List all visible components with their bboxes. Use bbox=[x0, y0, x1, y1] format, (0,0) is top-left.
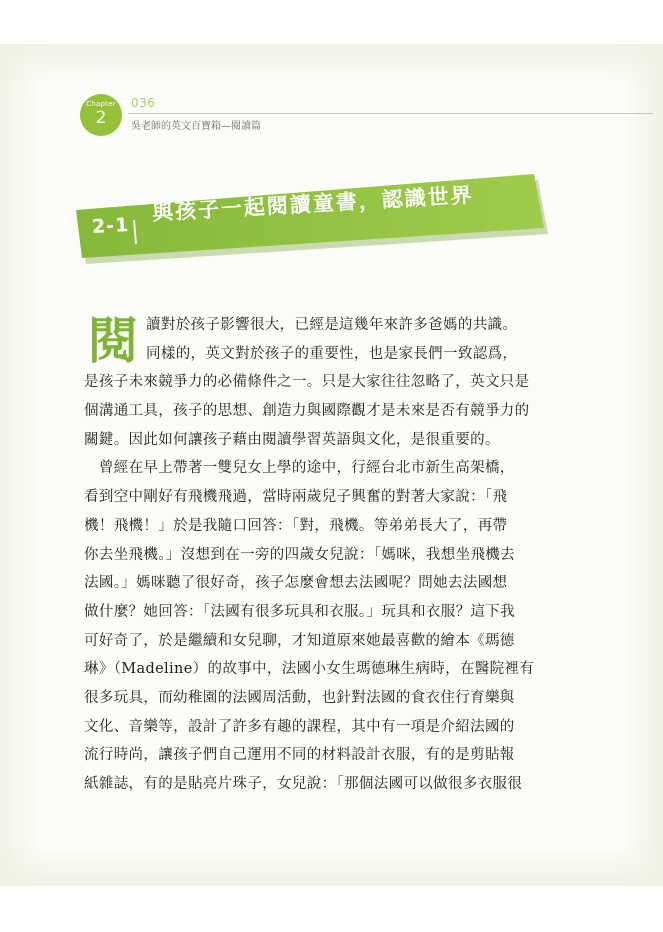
body-line: 可好奇了，於是繼續和女兒聊，才知道原來她最喜歡的繪本《瑪德 bbox=[84, 632, 515, 649]
chapter-label: Chapter bbox=[86, 100, 116, 108]
body-line: 文化、音樂等，設計了許多有趣的課程，其中有一項是介紹法國的 bbox=[84, 718, 515, 735]
chapter-badge bbox=[80, 94, 122, 136]
body-line: 你去坐飛機。」沒想到在一旁的四歲女兒說：「媽咪，我想坐飛機去 bbox=[84, 546, 515, 563]
section-title: 與孩子一起閱讀童書，認識世界 bbox=[151, 183, 475, 225]
body-line: 法國。」媽咪聽了很好奇，孩子怎麼會想去法國呢？問她去法國想 bbox=[84, 575, 508, 592]
body-line: 流行時尚，讓孩子們自己運用不同的材料設計衣服，有的是剪貼報 bbox=[84, 747, 515, 764]
body-line: 關鍵。因此如何讓孩子藉由閱讀學習英語與文化，是很重要的。 bbox=[84, 431, 500, 448]
section-number: 2-1 bbox=[91, 214, 130, 238]
body-line: 同樣的，英文對於孩子的重要性，也是家長們一致認爲， bbox=[146, 345, 518, 362]
body-line: 讀對於孩子影響很大，已經是這幾年來許多爸媽的共識。 bbox=[146, 317, 518, 333]
body-line: 是孩子未來競爭力的必備條件之一。只是大家往往忽略了，英文只是 bbox=[84, 374, 530, 391]
body-text bbox=[84, 311, 556, 799]
body-line: 紙雜誌，有的是貼亮片珠子，女兒說：「那個法國可以做很多衣服很 bbox=[84, 776, 523, 792]
body-line: 很多玩具，而幼稚園的法國周活動，也針對法國的食衣住行育樂與 bbox=[84, 689, 515, 706]
body-line: 曾經在早上帶著一雙兒女上學的途中，行經台北市新生高架橋， bbox=[84, 460, 515, 477]
body-line: 個溝通工具，孩子的思想、創造力與國際觀才是未來是否有競爭力的 bbox=[84, 403, 530, 420]
chapter-number: 2 bbox=[95, 108, 107, 128]
book-title: 吳老師的英文百寶箱—閱讀篇 bbox=[131, 121, 261, 132]
body-line: 做什麼？她回答：「法國有很多玩具和衣服。」玩具和衣服？這下我 bbox=[84, 603, 515, 620]
body-line: 琳》（Madeline）的故事中，法國小女生瑪德琳生病時，在醫院裡有 bbox=[84, 661, 535, 678]
header-rule bbox=[128, 113, 653, 114]
body-line: 機！飛機！」於是我隨口回答：「對，飛機。等弟弟長大了，再帶 bbox=[84, 517, 508, 534]
drop-cap: 閱 bbox=[88, 311, 138, 370]
body-line: 看到空中剛好有飛機飛過，當時兩歲兒子興奮的對著大家說：「飛 bbox=[84, 489, 508, 506]
page-number: 036 bbox=[131, 96, 156, 110]
